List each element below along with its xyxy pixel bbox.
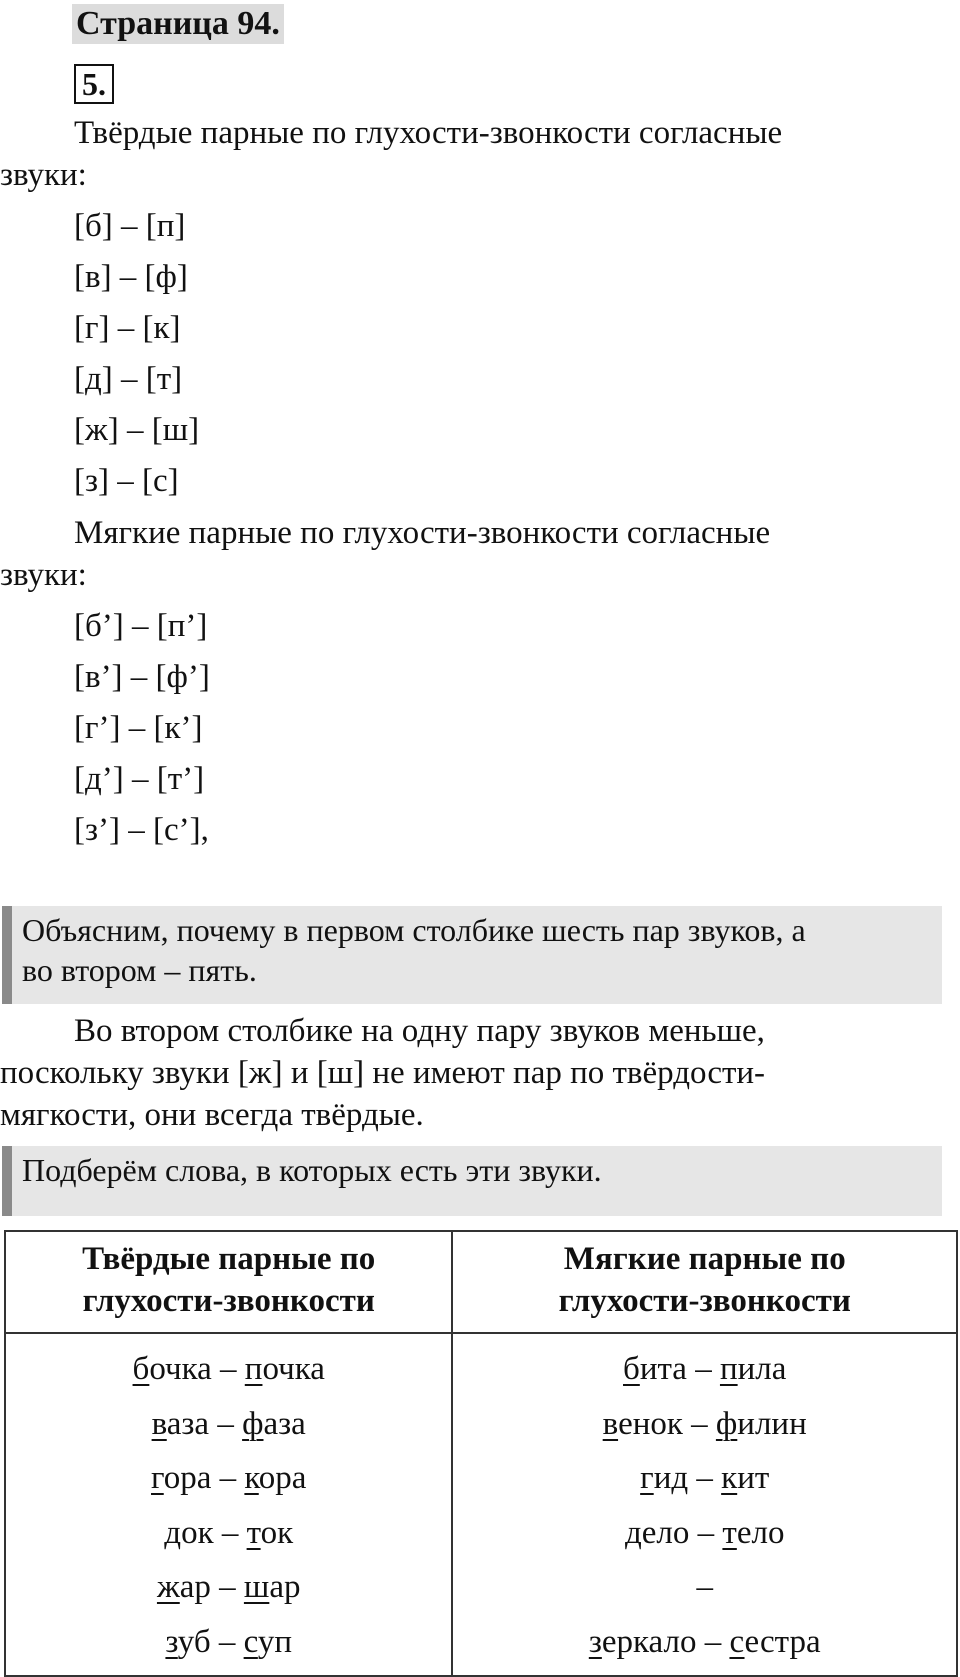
hard-words-cell [5, 1333, 452, 1676]
question-note [2, 906, 942, 1004]
soft-word-pair [453, 1560, 956, 1615]
hard-pair: [г] – [к] [74, 310, 181, 346]
first-word-letter: в [151, 1405, 167, 1442]
second-word-letter: к [721, 1460, 738, 1496]
soft-column-header [452, 1231, 957, 1333]
soft-word-pair [453, 1506, 956, 1561]
page-title: Страница 94. [72, 4, 284, 44]
instruction-note [2, 1146, 942, 1216]
dash-separator: – [210, 1569, 244, 1605]
second-word-letter: ф [242, 1405, 264, 1442]
dash-separator: – [688, 1460, 722, 1496]
hard-word-pair [6, 1451, 451, 1506]
dash-separator: – [689, 1514, 723, 1551]
dash-separator: – [209, 1405, 243, 1442]
second-word-letter: т [246, 1514, 261, 1551]
soft-word-pair [453, 1451, 956, 1506]
second-word-letter: ф [715, 1405, 738, 1442]
dash-separator: – [213, 1514, 247, 1551]
hard-word-pair [6, 1615, 451, 1670]
dash-separator: – [210, 1623, 244, 1660]
hard-header-line1: Твёрдые парные по [82, 1241, 376, 1277]
second-word-letter: к [244, 1460, 259, 1496]
hard-pair: [в] – [ф] [74, 259, 188, 295]
soft-word-pair [453, 1342, 956, 1397]
hard-column-header [5, 1231, 452, 1333]
soft-pair: [б’] – [п’] [74, 608, 208, 644]
dash-separator: – [696, 1623, 730, 1660]
explanation-paragraph [0, 1010, 900, 1136]
first-word-rest: очка [149, 1351, 212, 1387]
second-word-letter: п [719, 1351, 738, 1387]
hard-intro-paragraph [0, 112, 900, 196]
hard-pair: [ж] – [ш] [74, 412, 200, 448]
hard-intro-cont: звуки: [0, 157, 87, 193]
first-word-rest: уб [177, 1623, 211, 1660]
dash-separator: – [686, 1351, 720, 1387]
first-word-rest: ело [641, 1514, 690, 1551]
second-word-rest: ит [737, 1460, 770, 1496]
hard-pair: [б] – [п] [74, 208, 186, 244]
question-note-line1: Объясним, почему в первом столбике шесть пар звуков, а [22, 912, 806, 948]
hard-word-pair [6, 1342, 451, 1397]
first-word-rest: аза [166, 1405, 210, 1442]
instruction-note-text: Подберём слова, в которых есть эти звуки. [22, 1152, 602, 1188]
second-word-rest: ок [260, 1514, 294, 1551]
dash-separator: – [696, 1569, 713, 1605]
first-word-rest: ид [653, 1460, 689, 1496]
soft-header-line2: глухости-звонкости [558, 1283, 851, 1319]
explanation-line2: поскольку звуки [ж] и [ш] не имеют пар по твёрдости- [0, 1055, 766, 1091]
dash-separator: – [682, 1405, 716, 1442]
hard-word-pair [6, 1397, 451, 1452]
first-word-letter: з [165, 1623, 178, 1660]
first-word-letter: б [132, 1351, 150, 1387]
explanation-line3: мягкости, они всегда твёрдые. [0, 1097, 424, 1133]
words-table [4, 1230, 958, 1677]
soft-pair: [д’] – [т’] [74, 761, 205, 797]
dash-separator: – [211, 1351, 245, 1387]
hard-pair: [з] – [с] [74, 463, 179, 499]
hard-header-line2: глухости-звонкости [82, 1283, 375, 1319]
first-word-rest: ора [163, 1460, 212, 1496]
explanation-line1: Во втором столбике на одну пару звуков меньше, [74, 1013, 765, 1049]
question-note-line2: во втором – пять. [22, 952, 257, 988]
dash-separator: – [211, 1460, 245, 1496]
hard-word-pair [6, 1560, 451, 1615]
soft-header-line1: Мягкие парные по [563, 1241, 846, 1277]
soft-pair: [в’] – [ф’] [74, 659, 210, 695]
second-word-rest: очка [262, 1351, 325, 1387]
second-word-letter: с [729, 1623, 745, 1660]
soft-pair: [з’] – [с’], [74, 812, 209, 848]
soft-intro-cont: звуки: [0, 557, 87, 593]
second-word-rest: уп [257, 1623, 293, 1660]
second-word-rest: ар [269, 1569, 301, 1605]
hard-intro-text: Твёрдые парные по глухости-звонкости согласные [74, 115, 783, 151]
second-word-rest: илин [737, 1405, 807, 1442]
first-word-rest: енок [618, 1405, 683, 1442]
table-header-row [5, 1231, 957, 1333]
soft-words-cell [452, 1333, 957, 1676]
second-word-letter: п [244, 1351, 263, 1387]
first-word-letter: г [640, 1460, 654, 1496]
table-row [5, 1333, 957, 1676]
first-word-letter: ж [156, 1569, 180, 1605]
soft-word-pair [453, 1397, 956, 1452]
hard-pair: [д] – [т] [74, 361, 183, 397]
soft-pair: [г’] – [к’] [74, 710, 203, 746]
first-word-letter: з [588, 1623, 602, 1660]
second-word-letter: ш [243, 1569, 270, 1605]
second-word-rest: ело [736, 1514, 785, 1551]
second-word-letter: т [722, 1514, 737, 1551]
hard-word-pair [6, 1506, 451, 1561]
second-word-rest: ила [737, 1351, 787, 1387]
first-word-rest: еркало [601, 1623, 697, 1660]
first-word-rest: ар [179, 1569, 211, 1605]
first-word-rest: ита [639, 1351, 687, 1387]
soft-intro-text: Мягкие парные по глухости-звонкости согласные [74, 515, 771, 551]
soft-intro-paragraph [0, 512, 900, 596]
first-word-letter: г [151, 1460, 164, 1496]
second-word-rest: естра [744, 1623, 821, 1660]
second-word-rest: ора [258, 1460, 307, 1496]
first-word-rest: ок [181, 1514, 214, 1551]
first-word-letter: б [623, 1351, 640, 1387]
first-word-letter: в [602, 1405, 619, 1442]
soft-word-pair [453, 1615, 956, 1670]
task-number: 5. [74, 64, 114, 104]
first-word-letter: д [624, 1514, 642, 1551]
first-word-letter: д [164, 1514, 182, 1551]
second-word-rest: аза [263, 1405, 306, 1442]
second-word-letter: с [243, 1623, 258, 1660]
